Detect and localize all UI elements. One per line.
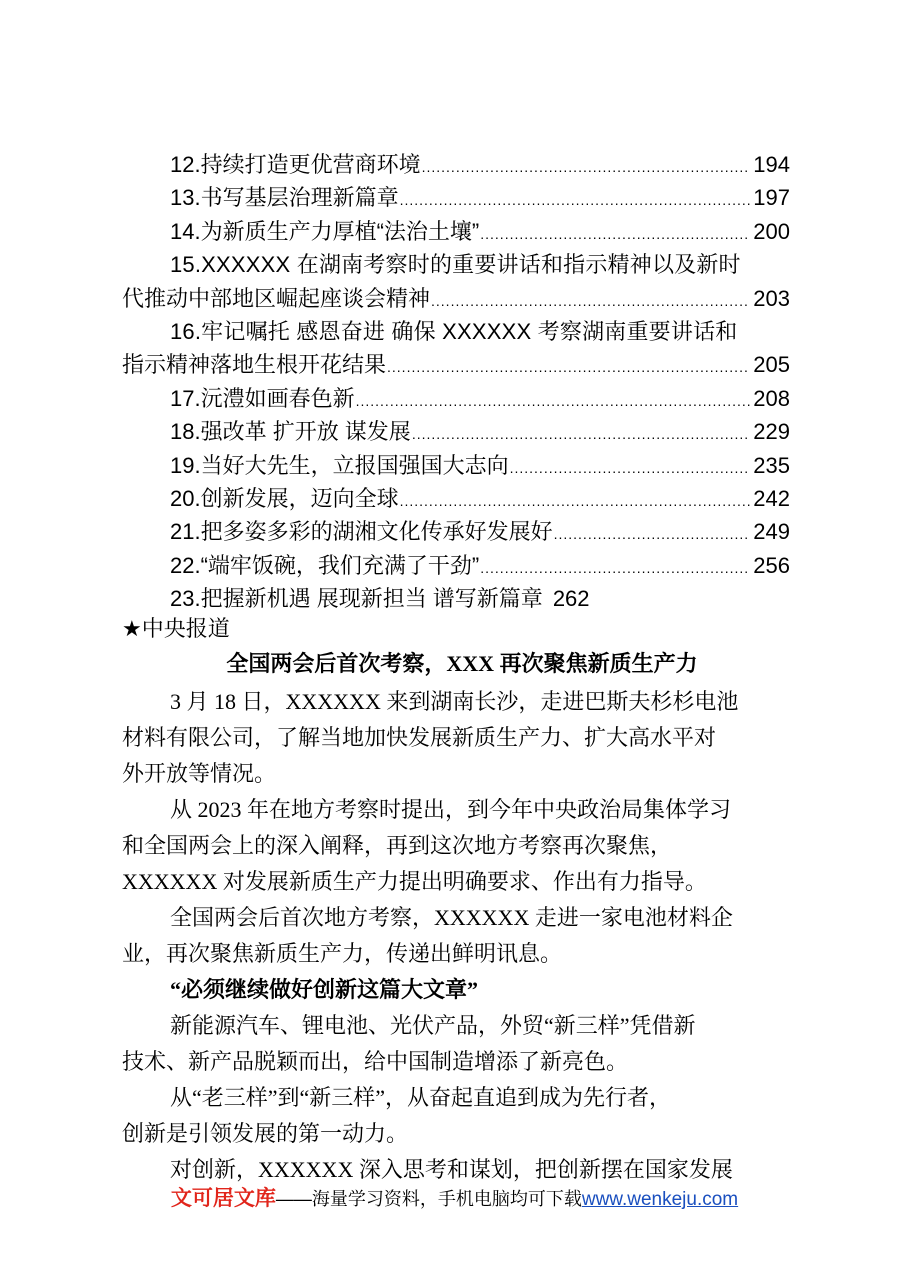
paragraph — [122, 684, 802, 792]
paragraph-line: 新能源汽车、锂电池、光伏产品，外贸“新三样”凭借新 — [170, 1013, 696, 1038]
toc-entry[interactable] — [122, 415, 790, 448]
toc-entry-page: 256 — [753, 552, 790, 578]
toc-leader-dots — [412, 415, 750, 451]
toc-entry[interactable] — [122, 582, 790, 615]
toc-entry-title: 12.持续打造更优营商环境 — [170, 152, 421, 177]
footer-slogan: ——海量学习资料，手机电脑均可下载 — [275, 1189, 582, 1209]
toc-leader-dots — [356, 382, 751, 418]
paragraph-line: 材料有限公司，了解当地加快发展新质生产力、扩大高水平对 — [122, 725, 717, 750]
toc-entry-title-line2: 指示精神落地生根开花结果 — [122, 352, 387, 378]
section-tag: ★中央报道 — [122, 616, 230, 641]
toc-entry-title-line1: 15.XXXXXX 在湖南考察时的重要讲话和指示精神以及新时 — [170, 252, 741, 278]
toc-entry-page: 249 — [753, 519, 790, 545]
toc-entry[interactable] — [122, 248, 790, 315]
paragraph — [122, 792, 802, 900]
toc-entry-page: 262 — [552, 586, 590, 612]
toc-entry[interactable] — [122, 215, 790, 248]
paragraph-line: XXXXXX 对发展新质生产力提出明确要求、作出有力指导。 — [122, 869, 707, 894]
paragraph-line: 从“老三样”到“新三样”，从奋起直追到成为先行者， — [170, 1085, 672, 1110]
toc-entry-title-line1: 16.牢记嘱托 感恩奋进 确保 XXXXXX 考察湖南重要讲话和 — [170, 318, 738, 344]
footer-brand: 文可居文库 — [170, 1187, 276, 1210]
toc-entry-page: 242 — [753, 485, 790, 511]
toc-leader-dots — [480, 215, 750, 251]
toc-leader-dots — [554, 515, 751, 551]
toc-entry-title: 13.书写基层治理新篇章 — [170, 185, 399, 211]
paragraph-line: 对创新，XXXXXX 深入思考和谋划，把创新摆在国家发展 — [170, 1157, 733, 1182]
toc-leader-dots — [431, 282, 750, 318]
article-headline: 全国两会后首次考察，XXX 再次聚焦新质生产力 — [226, 651, 698, 676]
toc-entry-title-line2: 代推动中部地区崛起座谈会精神 — [122, 285, 431, 311]
toc-entry[interactable] — [122, 382, 790, 415]
table-of-contents — [122, 148, 790, 615]
toc-entry[interactable] — [122, 148, 790, 181]
toc-leader-dots — [480, 549, 750, 585]
section-subheading: “必须继续做好创新这篇大文章” — [170, 977, 479, 1002]
paragraph — [122, 1008, 802, 1080]
toc-entry-page: 194 — [753, 152, 790, 177]
toc-entry-page: 205 — [753, 352, 790, 378]
paragraph — [122, 900, 802, 972]
paragraph-line: 全国两会后首次地方考察，XXXXXX 走进一家电池材料企 — [170, 905, 733, 930]
toc-entry-page: 235 — [753, 452, 790, 478]
paragraph-line: 和全国两会上的深入阐释，再到这次地方考察再次聚焦， — [122, 833, 673, 858]
paragraph-line: 业，再次聚焦新质生产力，传递出鲜明讯息。 — [122, 941, 563, 966]
toc-leader-dots — [510, 449, 751, 485]
toc-leader-dots — [400, 181, 751, 217]
paragraph-line: 外开放等情况。 — [122, 761, 277, 786]
toc-entry-title: 20.创新发展，迈向全球 — [170, 485, 399, 511]
paragraph-line: 技术、新产品脱颖而出，给中国制造增添了新亮色。 — [122, 1049, 629, 1074]
toc-entry[interactable] — [122, 482, 790, 515]
toc-entry-title: 17.沅澧如画春色新 — [170, 385, 355, 411]
footer-website-link[interactable]: www.wenkeju.com — [581, 1189, 739, 1210]
toc-entry-title: 22.“端牢饭碗，我们充满了干劲” — [170, 552, 480, 578]
toc-entry[interactable] — [122, 315, 790, 382]
toc-entry-title: 14.为新质生产力厚植“法治土壤” — [170, 218, 480, 244]
toc-leader-dots — [400, 482, 751, 518]
article-body — [122, 614, 802, 1188]
toc-entry-title: 23.把握新机遇 展现新担当 谱写新篇章 — [170, 586, 543, 612]
paragraph — [122, 1080, 802, 1152]
toc-entry-page: 203 — [753, 285, 790, 311]
toc-entry[interactable] — [122, 549, 790, 582]
toc-entry[interactable] — [122, 515, 790, 548]
toc-entry[interactable] — [122, 449, 790, 482]
toc-entry-title: 19.当好大先生，立报国强国大志向 — [170, 452, 509, 478]
toc-entry-title: 21.把多姿多彩的湖湘文化传承好发展好 — [170, 519, 553, 545]
toc-leader-dots — [387, 348, 750, 384]
paragraph-line: 创新是引领发展的第一动力。 — [122, 1121, 409, 1146]
page-footer — [0, 1182, 909, 1212]
toc-entry-title: 18.强改革 扩开放 谋发展 — [170, 419, 411, 445]
toc-entry-page: 200 — [753, 218, 790, 244]
paragraph-line: 从 2023 年在地方考察时提出，到今年中央政治局集体学习 — [170, 797, 732, 822]
toc-entry-page: 229 — [753, 419, 790, 445]
paragraph-line: 3 月 18 日，XXXXXX 来到湖南长沙，走进巴斯夫杉杉电池 — [170, 689, 739, 714]
toc-entry-page: 197 — [753, 185, 790, 211]
toc-entry-page: 208 — [753, 385, 790, 411]
toc-entry[interactable] — [122, 181, 790, 214]
toc-leader-dots — [422, 148, 751, 184]
